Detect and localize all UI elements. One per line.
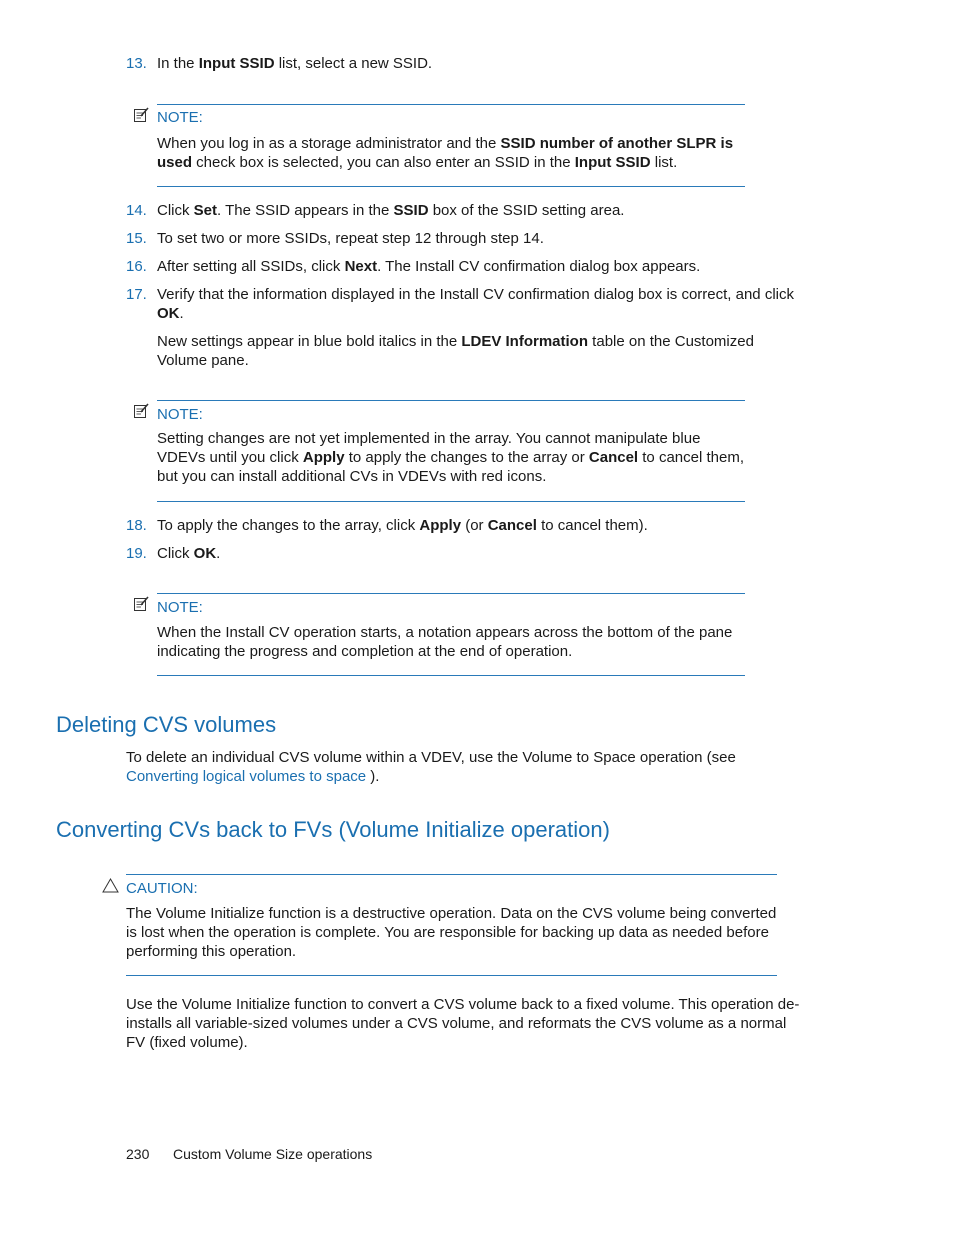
step-number: 17. [126, 286, 147, 303]
note-box [157, 593, 745, 676]
caution-label: CAUTION: [126, 880, 198, 897]
step-number: 16. [126, 258, 147, 275]
footer-title: Custom Volume Size operations [173, 1146, 373, 1162]
caution-icon [102, 878, 119, 893]
step-text: To set two or more SSIDs, repeat step 12 through step 14. [157, 230, 544, 247]
caution-text: The Volume Initialize function is a destructive operation. Data on the CVS volume being converted is lost when the operation is complete. You are responsible for backing up data as needed before performing this operation. [126, 905, 777, 960]
step-number: 19. [126, 545, 147, 562]
note-label: NOTE: [157, 599, 203, 616]
note-icon [133, 596, 149, 612]
section-body: To delete an individual CVS volume within a VDEV, use the Volume to Space operation (see Converting logical volumes to space ). [126, 749, 736, 785]
step-number: 13. [126, 55, 147, 72]
caution-box [126, 874, 777, 976]
note-text: When you log in as a storage administrator and the SSID number of another SLPR is used check box is selected, you can also enter an SSID in the Input SSID list. [157, 135, 734, 171]
step-text: Click Set. The SSID appears in the SSID box of the SSID setting area. [157, 202, 625, 219]
section-heading-deleting-cvs: Deleting CVS volumes [56, 712, 277, 737]
cross-reference-link[interactable]: Converting logical volumes to space [126, 768, 367, 785]
note-text: When the Install CV operation starts, a notation appears across the bottom of the pane indicating the progress and completion at the end of operation. [157, 624, 733, 660]
step-number: 14. [126, 202, 147, 219]
note-label: NOTE: [157, 406, 203, 423]
note-box [157, 400, 745, 502]
step-text: In the Input SSID list, select a new SSID. [157, 55, 433, 72]
step-number: 18. [126, 517, 147, 534]
note-text: Setting changes are not yet implemented in the array. You cannot manipulate blue VDEVs until you click Apply to apply the changes to the array or Cancel to cancel them, but you can install additional CVs in VDEVs with red icons. [157, 430, 744, 485]
section-body: Use the Volume Initialize function to convert a CVS volume back to a fixed volume. This operation de-installs all variable-sized volumes under a CVS volume, and reformats the CVS volume as a normal FV (fixed volume). [126, 996, 800, 1051]
note-box [157, 104, 745, 187]
step-text: Click OK. [157, 545, 221, 562]
step-followup-text: New settings appear in blue bold italics in the LDEV Information table on the Customized Volume pane. [157, 333, 754, 369]
step-text: Verify that the information displayed in the Install CV confirmation dialog box is correct, and click OK. [157, 286, 794, 322]
step-number: 15. [126, 230, 147, 247]
step-text: To apply the changes to the array, click Apply (or Cancel to cancel them). [157, 517, 648, 534]
step-text: After setting all SSIDs, click Next. The Install CV confirmation dialog box appears. [157, 258, 701, 275]
note-icon [133, 403, 149, 419]
footer-page-number: 230 [126, 1146, 150, 1162]
section-heading-converting-cvs: Converting CVs back to FVs (Volume Initialize operation) [56, 817, 610, 842]
note-icon [133, 107, 149, 123]
note-label: NOTE: [157, 109, 203, 126]
